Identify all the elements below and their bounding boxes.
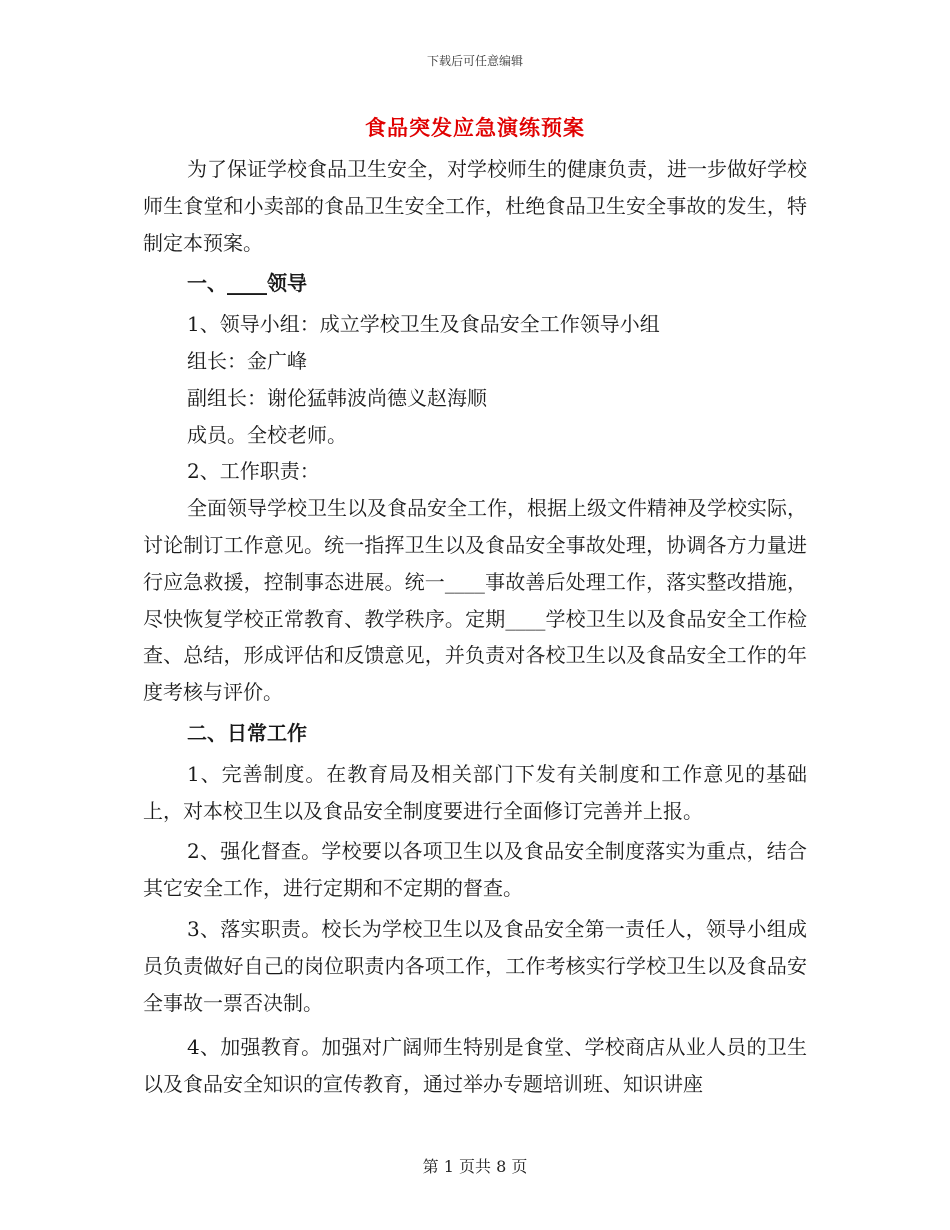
section-2-heading: 二、日常工作 [187, 720, 307, 745]
section-1-heading: 一、____领导 [187, 271, 307, 296]
section-2-paragraph-2: 2、强化督查。学校要以各项卫生以及食品安全制度落实为重点，结合其它安全工作，进行定期和不定期的督查。 [143, 839, 807, 901]
section-1-item-2: 2、工作职责： [187, 459, 320, 484]
document-body [143, 113, 807, 1103]
members-line: 成员。全校老师。 [187, 422, 347, 447]
duties-paragraph: 全面领导学校卫生以及食品安全工作，根据上级文件精神及学校实际，讨论制订工作意见。统一指挥卫生以及食品安全事故处理，协调各方力量进行应急救援，控制事态进展。统一____事故善后处理工作，落实整改措施，尽快恢复学校正常教育、教学秩序。定期____学校卫生以及食品安全工作检查、总结，形成评估和反馈意见，并负责对各校卫生以及食品安全工作的年度考核与评价。 [143, 496, 807, 705]
page-number-footer: 第 1 页共 8 页 [422, 1157, 528, 1176]
section-2-paragraph-4: 4、加强教育。加强对广阔师生特别是食堂、学校商店从业人员的卫生以及食品安全知识的宣传教育，通过举办专题培训班、知识讲座 [143, 1035, 807, 1097]
intro-paragraph: 为了保证学校食品卫生安全，对学校师生的健康负责，进一步做好学校师生食堂和小卖部的食品卫生安全工作，杜绝食品卫生安全事故的发生，特制定本预案。 [143, 157, 807, 255]
section-1-item-1: 1、领导小组：成立学校卫生及食品安全工作领导小组 [187, 312, 660, 337]
document-title: 食品突发应急演练预案 [365, 116, 585, 140]
group-leader-line: 组长：金广峰 [187, 348, 307, 373]
page-header-note: 下载后可任意编辑 [426, 54, 523, 68]
section-2-paragraph-1: 1、完善制度。在教育局及相关部门下发有关制度和工作意见的基础上，对本校卫生以及食品安全制度要进行全面修订完善并上报。 [143, 761, 807, 823]
vice-leader-line: 副组长：谢伦猛韩波尚德义赵海顺 [187, 385, 487, 410]
section-2-paragraph-3: 3、落实职责。校长为学校卫生以及食品安全第一责任人，领导小组成员负责做好自己的岗位职责内各项工作，工作考核实行学校卫生以及食品安全事故一票否决制。 [143, 916, 807, 1015]
